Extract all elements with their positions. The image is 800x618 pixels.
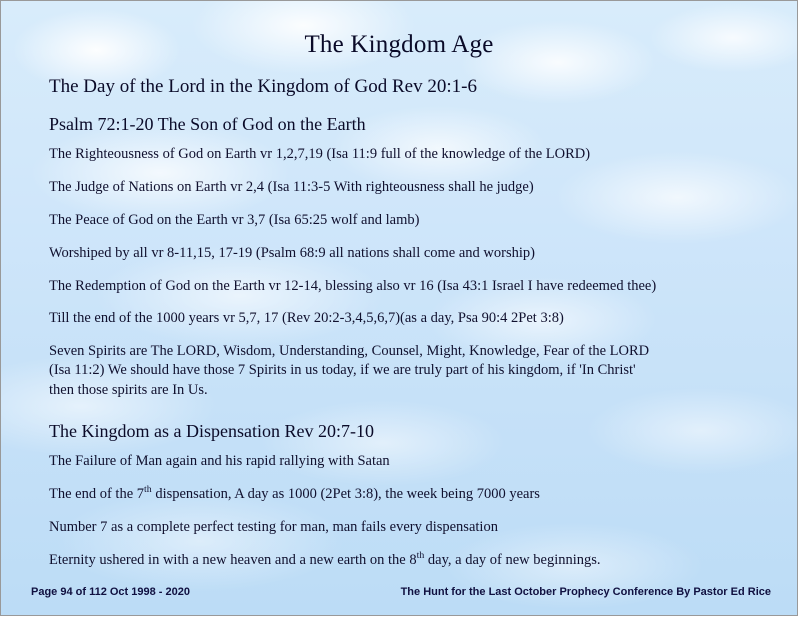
slide-content	[49, 75, 761, 584]
section-heading-psalm-72: Psalm 72:1-20 The Son of God on the Earth	[49, 113, 366, 134]
footer-page-number: Page 94 of 112 Oct 1998 - 2020	[31, 586, 190, 598]
eternity-pre: Eternity ushered in with a new heaven and a new earth on the 8	[49, 551, 417, 568]
bullet-righteousness: The Righteousness of God on Earth vr 1,2,7,19 (Isa 11:9 full of the knowledge of the LORD)	[49, 146, 591, 163]
section-heading-day-of-the-lord: The Day of the Lord in the Kingdom of God Rev 20:1-6	[49, 76, 477, 97]
seven-spirits-paragraph	[49, 342, 761, 399]
bullet-redemption-of-god: The Redemption of God on the Earth vr 12-14, blessing also vr 16 (Isa 43:1 Israel I have redeemed thee)	[49, 277, 657, 294]
dispensation-seventh-pre: The end of the 7	[49, 486, 145, 503]
seven-spirits-line-3: then those spirits are In Us.	[49, 381, 208, 398]
seven-spirits-line-2: (Isa 11:2) We should have those 7 Spirits in us today, if we are truly part of his kingdom, if 'In Christ'	[49, 362, 636, 379]
dispensation-seventh-post: dispensation, A day as 1000 (2Pet 3:8), the week being 7000 years	[151, 486, 540, 503]
bullet-eternity-ushered-in	[49, 551, 761, 570]
page-title: The Kingdom Age	[304, 31, 494, 58]
bullet-till-end-of-1000-years: Till the end of the 1000 years vr 5,7, 17 (Rev 20:2-3,4,5,6,7)(as a day, Psa 90:4 2Pet 3:8)	[49, 310, 564, 327]
bullet-failure-of-man: The Failure of Man again and his rapid rallying with Satan	[49, 453, 390, 470]
eternity-post: day, a day of new beginnings.	[424, 551, 601, 568]
bullet-end-of-seventh-dispensation	[49, 485, 761, 504]
bullet-worshiped-by-all: Worshiped by all vr 8-11,15, 17-19 (Psalm 68:9 all nations shall come and worship)	[49, 244, 535, 261]
section-heading-kingdom-dispensation: The Kingdom as a Dispensation Rev 20:7-10	[49, 420, 374, 441]
bullet-judge-of-nations: The Judge of Nations on Earth vr 2,4 (Isa 11:3-5 With righteousness shall he judge)	[49, 179, 534, 196]
bullet-peace-of-god: The Peace of God on the Earth vr 3,7 (Isa 65:25 wolf and lamb)	[49, 211, 420, 228]
dispensation-seventh-ordinal: th	[144, 484, 152, 496]
bullet-number-seven-testing: Number 7 as a complete perfect testing for man, man fails every dispensation	[49, 518, 498, 535]
seven-spirits-line-1: Seven Spirits are The LORD, Wisdom, Understanding, Counsel, Might, Knowledge, Fear of the LORD	[49, 343, 650, 360]
footer-conference-credit: The Hunt for the Last October Prophecy Conference By Pastor Ed Rice	[400, 586, 771, 598]
eternity-ordinal: th	[416, 549, 425, 561]
